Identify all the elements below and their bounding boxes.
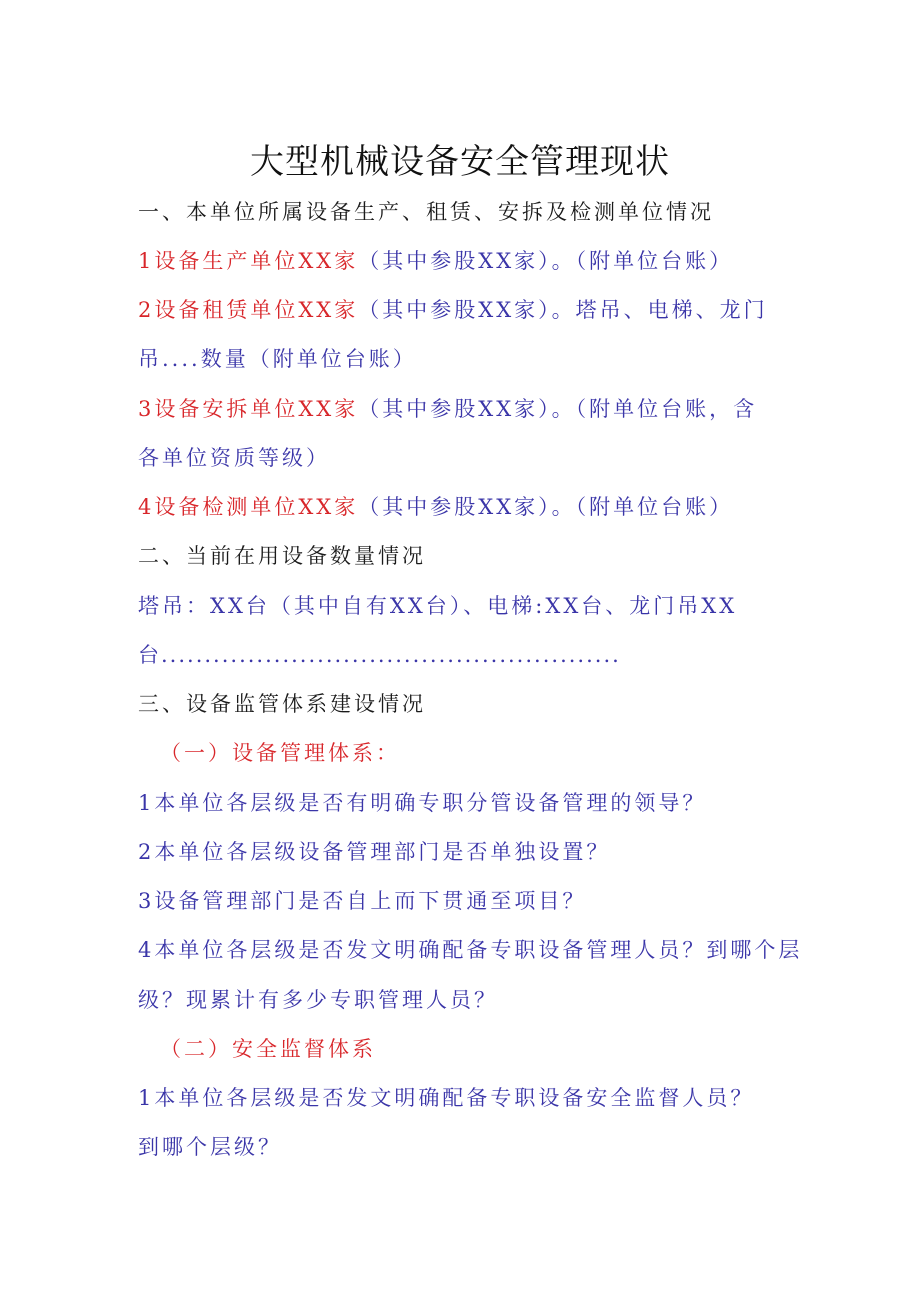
section-1-item-4 bbox=[138, 493, 798, 521]
subsection-2-heading: （二）安全监督体系 bbox=[160, 1037, 376, 1061]
section-1-item-2-continuation: 吊....数量（附单位台账） bbox=[138, 347, 417, 371]
item-4-label: 4设备检测单位XX家 bbox=[138, 495, 359, 519]
subsection-1-question-4-continuation: 级？现累计有多少专职管理人员？ bbox=[138, 988, 498, 1012]
item-2-label: 2设备租赁单位XX家 bbox=[138, 298, 359, 322]
section-1-item-2 bbox=[138, 296, 798, 324]
section-2-line-1: 塔吊：XX台（其中自有XX台）、电梯:XX台、龙门吊XX bbox=[138, 594, 738, 618]
item-2-detail: （其中参股XX家）。塔吊、电梯、龙门 bbox=[358, 298, 768, 322]
subsection-1-question-3: 3设备管理部门是否自上而下贯通至项目？ bbox=[138, 889, 587, 913]
item-1-detail: （其中参股XX家）。（附单位台账） bbox=[358, 249, 734, 273]
item-4-detail: （其中参股XX家）。（附单位台账） bbox=[358, 495, 734, 519]
subsection-1-question-2: 2本单位各层级设备管理部门是否单独设置？ bbox=[138, 840, 611, 864]
section-1-item-3 bbox=[138, 395, 798, 423]
section-1-item-3-continuation: 各单位资质等级） bbox=[138, 446, 330, 470]
subsection-2-question-1-continuation: 到哪个层级？ bbox=[138, 1135, 282, 1159]
section-2-heading: 二、当前在用设备数量情况 bbox=[138, 544, 426, 568]
subsection-2-question-1: 1本单位各层级是否发文明确配备专职设备安全监督人员？ bbox=[138, 1086, 755, 1110]
section-3-heading: 三、设备监管体系建设情况 bbox=[138, 692, 426, 716]
item-3-label: 3设备安拆单位XX家 bbox=[138, 397, 359, 421]
subsection-1-heading: （一）设备管理体系： bbox=[160, 741, 400, 765]
section-1-item-1 bbox=[138, 247, 798, 275]
section-1-heading: 一、本单位所属设备生产、租赁、安拆及检测单位情况 bbox=[138, 200, 714, 224]
document-title: 大型机械设备安全管理现状 bbox=[250, 142, 670, 182]
subsection-1-question-1: 1本单位各层级是否有明确专职分管设备管理的领导？ bbox=[138, 791, 707, 815]
item-1-label: 1设备生产单位XX家 bbox=[138, 249, 359, 273]
item-3-detail: （其中参股XX家）。（附单位台账，含 bbox=[358, 397, 758, 421]
subsection-1-question-4: 4本单位各层级是否发文明确配备专职设备管理人员？到哪个层 bbox=[138, 938, 803, 962]
section-2-line-2: 台..................................................... bbox=[138, 643, 621, 667]
